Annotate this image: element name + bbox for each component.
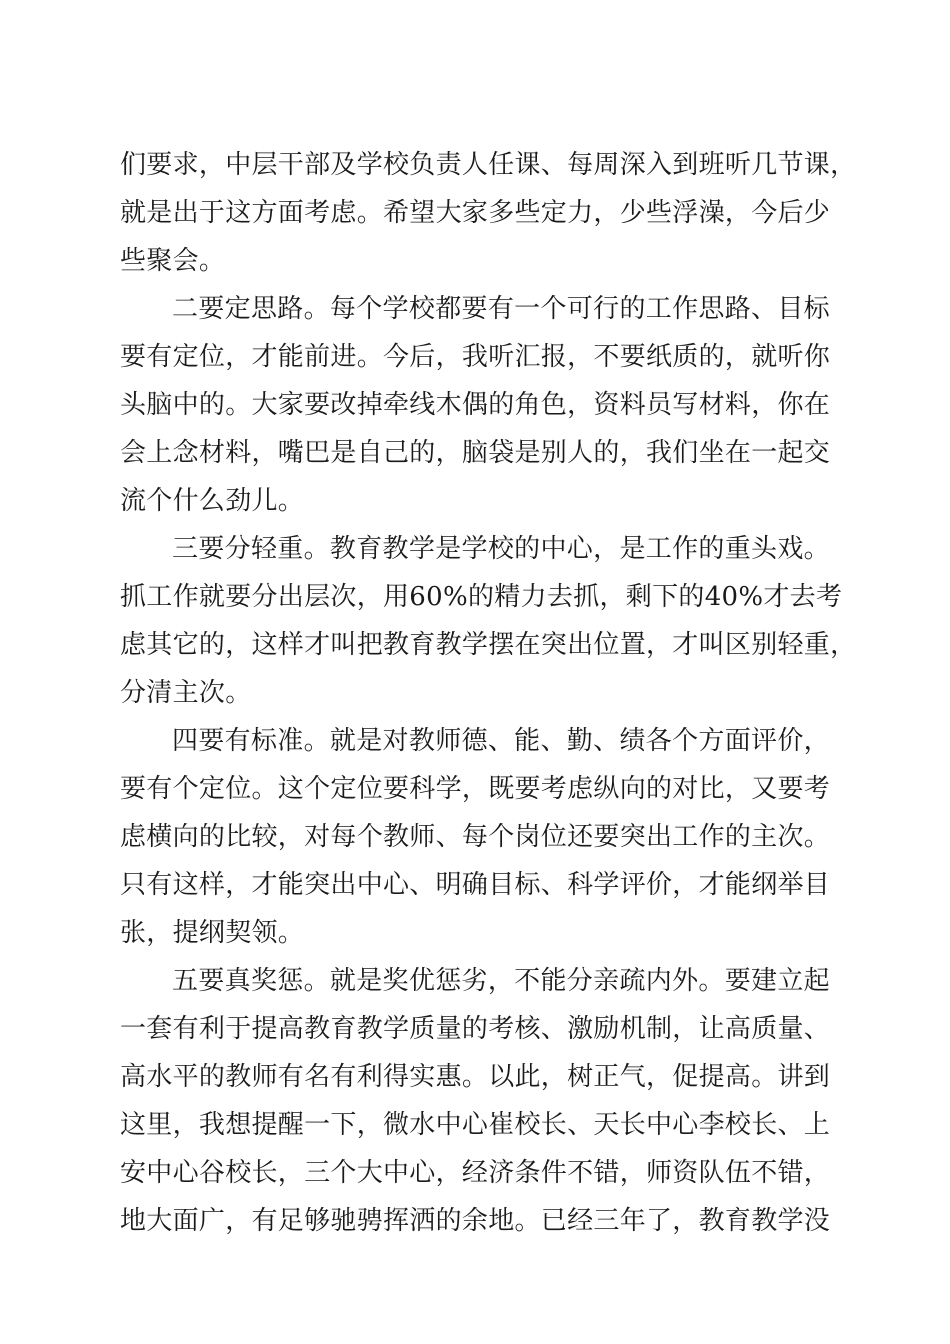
document-body [120,141,857,1245]
text-line: 抓工作就要分出层次，用60%的精力去抓，剩下的40%才去考 [120,582,843,612]
text-line: 就是出于这方面考虑。希望大家多些定力，少些浮澡，今后少 [120,198,831,228]
text-line: 张，提纲契领。 [120,918,305,948]
text-line: 一套有利于提高教育教学质量的考核、激励机制，让高质量、 [120,1014,831,1044]
text-line: 些聚会。 [120,246,226,276]
text-line: 流个什么劲儿。 [120,486,305,516]
paragraph-start-line: 五要真奖惩。就是奖优惩劣，不能分亲疏内外。要建立起 [172,966,830,996]
text-line: 虑其它的，这样才叫把教育教学摆在突出位置，才叫区别轻重， [120,630,857,660]
text-line: 会上念材料，嘴巴是自己的，脑袋是别人的，我们坐在一起交 [120,438,831,468]
text-line: 安中心谷校长，三个大中心，经济条件不错，师资队伍不错， [120,1158,831,1188]
text-line: 要有个定位。这个定位要科学，既要考虑纵向的对比，又要考 [120,774,831,804]
paragraph-start-line: 四要有标准。就是对教师德、能、勤、绩各个方面评价， [172,726,830,756]
text-line: 这里，我想提醒一下，微水中心崔校长、天长中心李校长、上 [120,1110,831,1140]
text-line: 地大面广，有足够驰骋挥洒的余地。已经三年了，教育教学没 [120,1206,831,1236]
text-line: 要有定位，才能前进。今后，我听汇报，不要纸质的，就听你 [120,342,831,372]
text-line: 高水平的教师有名有利得实惠。以此，树正气，促提高。讲到 [120,1062,831,1092]
paragraph-start-line: 三要分轻重。教育教学是学校的中心，是工作的重头戏。 [172,534,830,564]
text-line: 虑横向的比较，对每个教师、每个岗位还要突出工作的主次。 [120,822,831,852]
text-line: 们要求，中层干部及学校负责人任课、每周深入到班听几节课， [120,150,857,180]
paragraph-start-line: 二要定思路。每个学校都要有一个可行的工作思路、目标 [172,294,830,324]
text-line: 头脑中的。大家要改掉牵线木偶的角色，资料员写材料，你在 [120,390,831,420]
text-line: 分清主次。 [120,678,252,708]
text-line: 只有这样，才能突出中心、明确目标、科学评价，才能纲举目 [120,870,831,900]
